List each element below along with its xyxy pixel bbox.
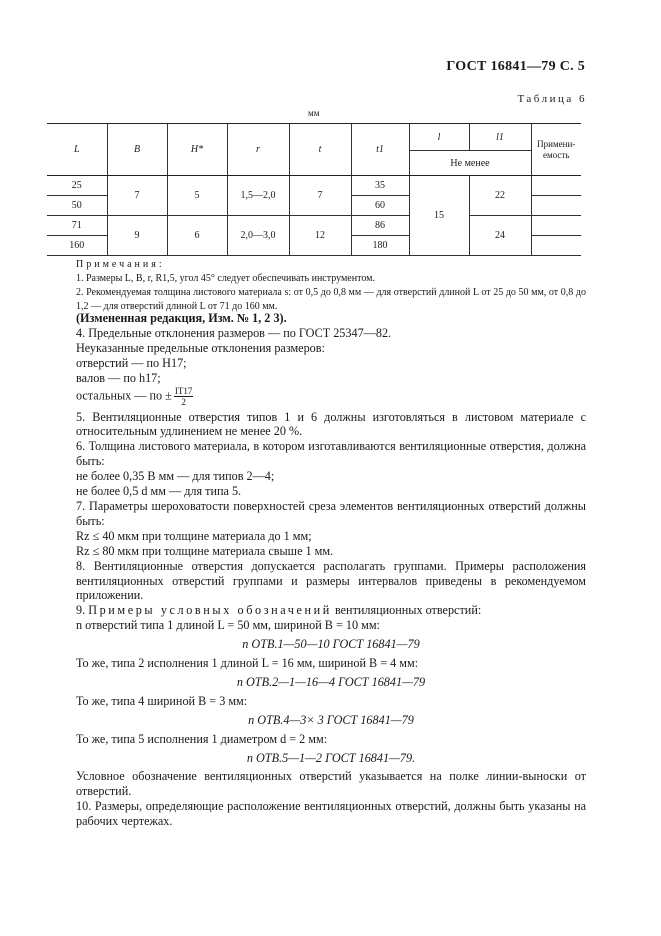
col-header-l1: l1: [469, 124, 531, 151]
cell-applicability: [531, 196, 581, 216]
para-4-holes: отверстий — по Н17;: [76, 355, 187, 370]
para-8: 8. Вентиляционные отверстия допускается располагать группами. Примеры расположения вентиляционных отверстий группами и размеры интервалов приведены в рекомендуемом приложении.: [76, 558, 586, 603]
cell-B: 7: [107, 176, 167, 216]
dimension-table: [47, 123, 581, 256]
cell-l: 15: [409, 176, 469, 256]
cell-t1: 35: [351, 176, 409, 196]
cell-t: 12: [289, 216, 351, 256]
cell-L: 71: [47, 216, 107, 236]
cell-r: 2,0—3,0: [227, 216, 289, 256]
col-header-H: H*: [167, 124, 227, 176]
example-1: n отверстий типа 1 длиной L = 50 мм, шириной B = 10 мм:: [76, 618, 380, 633]
page-header: ГОСТ 16841—79 С. 5: [446, 59, 585, 74]
para-9: [76, 603, 586, 618]
para-6-a: не более 0,35 B мм — для типов 2—4;: [76, 469, 275, 484]
col-header-applicability: Примени- емость: [531, 124, 581, 176]
para-9-number: 9.: [76, 603, 86, 618]
example-3: То же, типа 4 шириной B = 3 мм:: [76, 693, 248, 708]
note-1: 1. Размеры L, B, r, R1,5, угол 45° следует обеспечивать инструментом.: [76, 273, 375, 284]
cell-H: 5: [167, 176, 227, 216]
cell-L: 25: [47, 176, 107, 196]
notes-title: Примечания:: [76, 259, 165, 270]
cell-t1: 180: [351, 236, 409, 256]
table-unit: мм: [308, 108, 320, 118]
example-1-code: n ОТВ.1—50—10 ГОСТ 16841—79: [242, 637, 420, 652]
table-notes: [76, 258, 586, 314]
col-header-l: l: [409, 124, 469, 151]
cell-B: 9: [107, 216, 167, 256]
amendment-note: (Измененная редакция, Изм. № 1, 2 3).: [76, 311, 287, 325]
example-3-code: n ОТВ.4—3× 3 ГОСТ 16841—79: [248, 712, 414, 727]
para-conditional: Условное обозначение вентиляционных отверстий указывается на полке линии-выноски от отверстий.: [76, 769, 586, 799]
cell-L: 160: [47, 236, 107, 256]
cell-r: 1,5—2,0: [227, 176, 289, 216]
cell-applicability: [531, 236, 581, 256]
cell-applicability: [531, 216, 581, 236]
cell-l1: 24: [469, 216, 531, 256]
para-7-a: Rz ≤ 40 мкм при толщине материала до 1 мм;: [76, 528, 312, 543]
main-text: [76, 311, 586, 829]
fraction: [174, 386, 194, 407]
table-row: [47, 216, 581, 236]
para-6: 6. Толщина листового материала, в котором изготавливаются вентиляционные отверстия, должна быть:: [76, 439, 586, 469]
cell-t1: 60: [351, 196, 409, 216]
example-4-code: n ОТВ.5—1—2 ГОСТ 16841—79.: [246, 750, 416, 765]
para-4-other-text: остальных — по ±: [76, 387, 172, 402]
para-4-other: [76, 386, 586, 407]
fraction-numerator: IT17: [174, 385, 193, 396]
para-9-spaced: Примеры условных обозначений: [88, 603, 332, 618]
col-header-B: B: [107, 124, 167, 176]
col-header-r: r: [227, 124, 289, 176]
table-caption: Таблица 6: [517, 93, 587, 105]
para-4-intro: Неуказанные предельные отклонения размеров:: [76, 340, 325, 355]
para-5: 5. Вентиляционные отверстия типов 1 и 6 должны изготовляться в листовом материале с относительным удлинением не менее 20 %.: [76, 409, 586, 439]
note-2: 2. Рекомендуемая толщина листового материала s: от 0,5 до 0,8 мм — для отверстий длиной L от 25 до 50 мм, от 0,8 до 1,2 — для отверстий длиной L от 71 до 160 мм.: [76, 287, 586, 312]
cell-H: 6: [167, 216, 227, 256]
example-2-code: n ОТВ.2—1—16—4 ГОСТ 16841—79: [236, 674, 426, 689]
cell-t1: 86: [351, 216, 409, 236]
cell-l1: 22: [469, 176, 531, 216]
para-7: 7. Параметры шероховатости поверхностей среза элементов вентиляционных отверстий должны быть:: [76, 498, 586, 528]
col-header-not-less: Не менее: [409, 151, 531, 176]
cell-L: 50: [47, 196, 107, 216]
para-7-b: Rz ≤ 80 мкм при толщине материала свыше 1 мм.: [76, 543, 334, 558]
para-6-b: не более 0,5 d мм — для типа 5.: [76, 484, 242, 499]
para-4-shafts: валов — по h17;: [76, 370, 161, 385]
col-header-t1: t1: [351, 124, 409, 176]
table-row: [47, 176, 581, 196]
example-2: То же, типа 2 исполнения 1 длиной L = 16 мм, шириной B = 4 мм:: [76, 656, 419, 671]
col-header-t: t: [289, 124, 351, 176]
para-4: 4. Предельные отклонения размеров — по ГОСТ 25347—82.: [76, 325, 392, 340]
cell-t: 7: [289, 176, 351, 216]
example-4: То же, типа 5 исполнения 1 диаметром d = 2 мм:: [76, 731, 328, 746]
col-header-L: L: [47, 124, 107, 176]
cell-applicability: [531, 176, 581, 196]
fraction-denominator: 2: [181, 396, 186, 407]
para-10: 10. Размеры, определяющие расположение вентиляционных отверстий, должны быть указаны на рабочих чертежах.: [76, 799, 586, 829]
para-9-rest: вентиляционных отверстий:: [331, 603, 482, 618]
